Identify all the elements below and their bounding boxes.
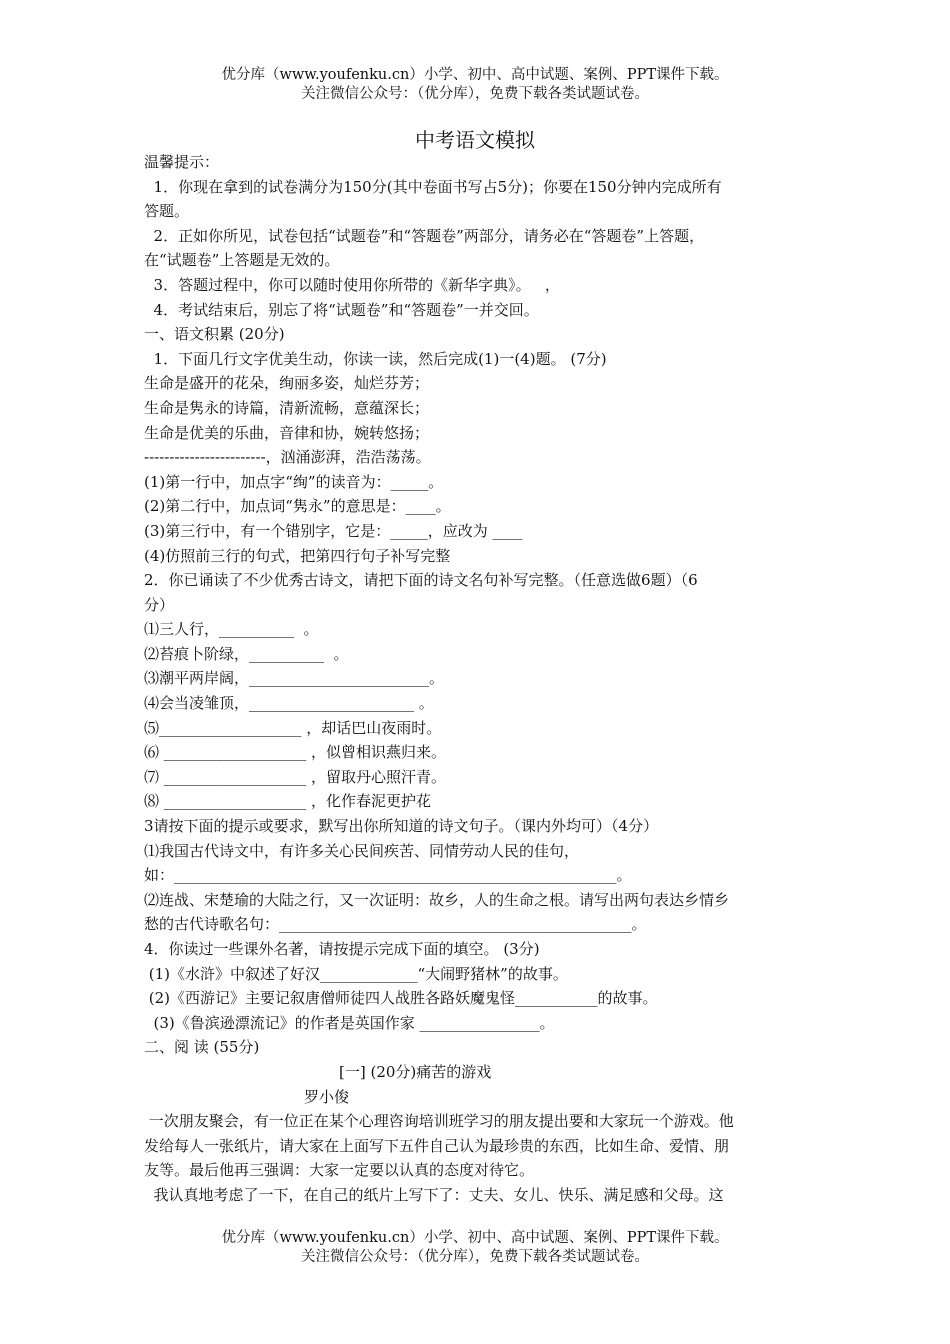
q4-sub-2: (2)《西游记》主要记叙唐僧师徒四人战胜各路妖魔鬼怪___________的故事。 xyxy=(144,989,658,1008)
document-title: 中考语文模拟 xyxy=(415,128,535,152)
tip-1-cont: 答题。 xyxy=(144,202,190,221)
passage-line-3: 友等。最后他再三强调：大家一定要以认真的态度对待它。 xyxy=(144,1161,535,1180)
tip-4: 4．考试结束后，别忘了将“试题卷”和“答题卷”一并交回。 xyxy=(144,300,539,319)
footer-line-2: 关注微信公众号：（优分库），免费下载各类试题试卷。 xyxy=(301,1249,649,1265)
q2-item-5: ⑸___________________ ，却话巴山夜雨时。 xyxy=(144,718,442,737)
q1-sub-4: (4)仿照前三行的句式，把第四行句子补写完整 xyxy=(144,546,451,565)
tips-heading: 温馨提示： xyxy=(144,153,220,171)
reading-1-title: [一] (20分)痛苦的游戏 xyxy=(339,1062,492,1081)
section-1-heading: 一、语文积累 (20分) xyxy=(144,325,285,344)
q2-item-3: ⑶潮平两岸阔，________________________。 xyxy=(144,669,445,688)
q1-sub-2: (2)第二行中，加点词“隽永”的意思是：____。 xyxy=(144,497,451,516)
q2-item-6: ⑹ ___________________ ，似曾相识燕归来。 xyxy=(144,743,447,762)
q3-sub-2: ⑵连战、宋楚瑜的大陆之行，又一次证明：故乡，人的生命之根。请写出两句表达乡情乡 xyxy=(144,890,730,909)
passage-line-4: 我认真地考虑了一下，在自己的纸片上写下了：丈夫、女儿、快乐、满足感和父母。这 xyxy=(144,1185,724,1204)
q4-sub-3: (3)《鲁滨逊漂流记》的作者是英国作家 ________________。 xyxy=(144,1013,555,1032)
q4-sub-1: (1)《水浒》中叙述了好汉_____________“大闹野猪林”的故事。 xyxy=(144,964,568,983)
passage-line-1: 一次朋友聚会，有一位正在某个心理咨询培训班学习的朋友提出要和大家玩一个游戏。他 xyxy=(144,1112,734,1131)
tip-1: 1．你现在拿到的试卷满分为150分(其中卷面书写占5分)；你要在150分钟内完成所有 xyxy=(144,177,722,196)
question-3: 3请按下面的提示或要求，默写出你所知道的诗文句子。（课内外均可）（4分） xyxy=(144,817,659,836)
page-footer xyxy=(0,1229,950,1267)
header-line-2: 关注微信公众号：（优分库），免费下载各类试题试卷。 xyxy=(301,86,649,102)
q1-sub-3: (3)第三行中，有一个错别字，它是：_____，应改为 ____ xyxy=(144,521,523,540)
tip-3: 3．答题过程中，你可以随时使用你所带的《新华字典》。 ， xyxy=(144,275,560,294)
q1-sub-1: (1)第一行中，加点字“绚”的读音为：_____。 xyxy=(144,472,444,491)
page-header xyxy=(0,66,950,104)
question-2-cont: 分） xyxy=(144,595,175,614)
poem-line-4: ------------------------，汹涌澎湃，浩浩荡荡。 xyxy=(144,448,431,467)
q2-item-2: ⑵苔痕卜阶绿，__________ 。 xyxy=(144,644,349,663)
question-2: 2．你已诵读了不少优秀古诗文，请把下面的诗文名句补写完整。（任意选做6题）（6 xyxy=(144,571,698,590)
header-line-1: 优分库（www.youfenku.cn）小学、初中、高中试题、案例、PPT课件下载。 xyxy=(221,67,729,83)
poem-line-3: 生命是优美的乐曲，音律和协，婉转悠扬； xyxy=(144,423,430,442)
q3-sub-1: ⑴我国古代诗文中，有许多关心民间疾苦、同情劳动人民的佳句， xyxy=(144,841,580,860)
q2-item-4: ⑷会当凌雏顶，______________________ 。 xyxy=(144,694,434,713)
tip-2: 2．正如你所见，试卷包括“试题卷”和“答题卷”两部分，请务必在“答题卷”上答题， xyxy=(144,226,705,245)
exam-body xyxy=(144,150,814,1208)
question-1: 1．下面几行文字优美生动，你读一读，然后完成(1)一(4)题。 (7分) xyxy=(144,349,607,368)
q3-sub-2-answer: 愁的古代诗歌名句：_______________________________________________。 xyxy=(144,915,647,934)
passage-line-2: 发给每人一张纸片，请大家在上面写下五件自己认为最珍贵的东西，比如生命、爱情、朋 xyxy=(144,1136,730,1155)
poem-line-1: 生命是盛开的花朵，绚丽多姿，灿烂芬芳； xyxy=(144,374,430,393)
section-2-heading: 二、阅 读 (55分) xyxy=(144,1038,260,1057)
reading-1-author: 罗小俊 xyxy=(304,1087,350,1106)
tip-2-cont: 在“试题卷”上答题是无效的。 xyxy=(144,251,340,270)
q2-item-8: ⑻ ___________________ ，化作春泥更护花 xyxy=(144,792,432,811)
q2-item-1: ⑴三人行，__________ 。 xyxy=(144,620,319,639)
q2-item-7: ⑺ ___________________ ，留取丹心照汗青。 xyxy=(144,767,447,786)
poem-line-2: 生命是隽永的诗篇，清新流畅，意蕴深长； xyxy=(144,398,430,417)
q3-sub-1-answer: 如：___________________________________________________________。 xyxy=(144,866,632,885)
question-4: 4．你读过一些课外名著，请按提示完成下面的填空。 (3分) xyxy=(144,940,540,958)
footer-line-1: 优分库（www.youfenku.cn）小学、初中、高中试题、案例、PPT课件下载。 xyxy=(221,1230,729,1246)
